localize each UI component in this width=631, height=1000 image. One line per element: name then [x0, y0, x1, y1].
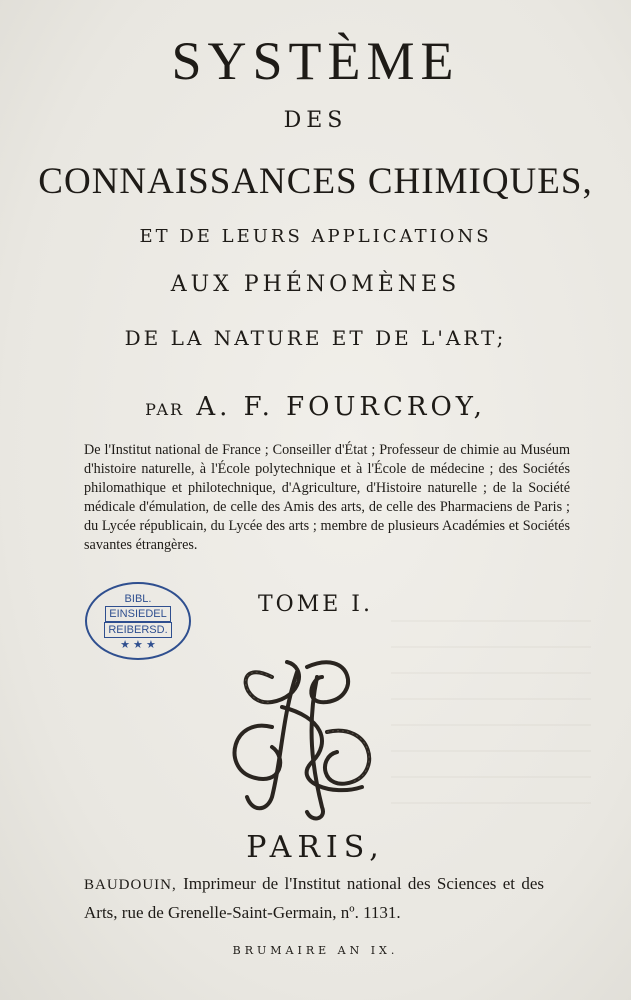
author-par: PAR — [145, 400, 185, 419]
stamp-line-1: BIBL. — [124, 593, 152, 605]
stamp-line-2: EINSIEDEL — [105, 606, 170, 622]
title-line-3: ET DE LEURS APPLICATIONS — [139, 226, 492, 247]
imprint-publisher: BAUDOUIN, — [84, 877, 177, 893]
stamp-stars: ★ ★ ★ — [120, 639, 156, 651]
author-name: A. F. FOURCROY, — [196, 392, 486, 422]
title-line-5: DE LA NATURE ET DE L'ART; — [124, 326, 507, 350]
title-subject: CONNAISSANCES CHIMIQUES, — [38, 161, 593, 202]
stamp-line-3: REIBERSD. — [104, 622, 171, 638]
imprint-publisher-block — [84, 870, 544, 926]
imprint-details: Imprimeur de l'Institut national des Sciences et des Arts, rue de Grenelle-Saint-Germain, nº. 1131. — [84, 874, 544, 922]
title-line-4: AUX PHÉNOMÈNES — [170, 272, 461, 297]
imprint-date: BRUMAIRE AN IX. — [232, 944, 399, 957]
author-description: De l'Institut national de France ; Conseiller d'État ; Professeur de chimie au Muséum d'histoire naturelle, à l'École polytechnique et à l'École de médecine ; des Sociétés philomathique et philotechnique, d'Agriculture, d'Histoire naturelle ; de la Société médicale d'émulation, de celle des Amis des arts, de celle des Pharmaciens de Paris ; du Lycée républicain, du Lycée des arts ; membre de plusieurs Académies et Sociétés savantes étrangères. — [84, 442, 570, 553]
title-des: DES — [283, 108, 348, 133]
monogram-ornament-icon — [212, 647, 392, 827]
book-title: SYSTÈME — [171, 31, 460, 91]
author-line — [0, 392, 631, 422]
imprint-city: PARIS, — [246, 830, 385, 865]
volume-label: TOME I. — [258, 592, 373, 617]
show-through-text — [391, 620, 591, 820]
